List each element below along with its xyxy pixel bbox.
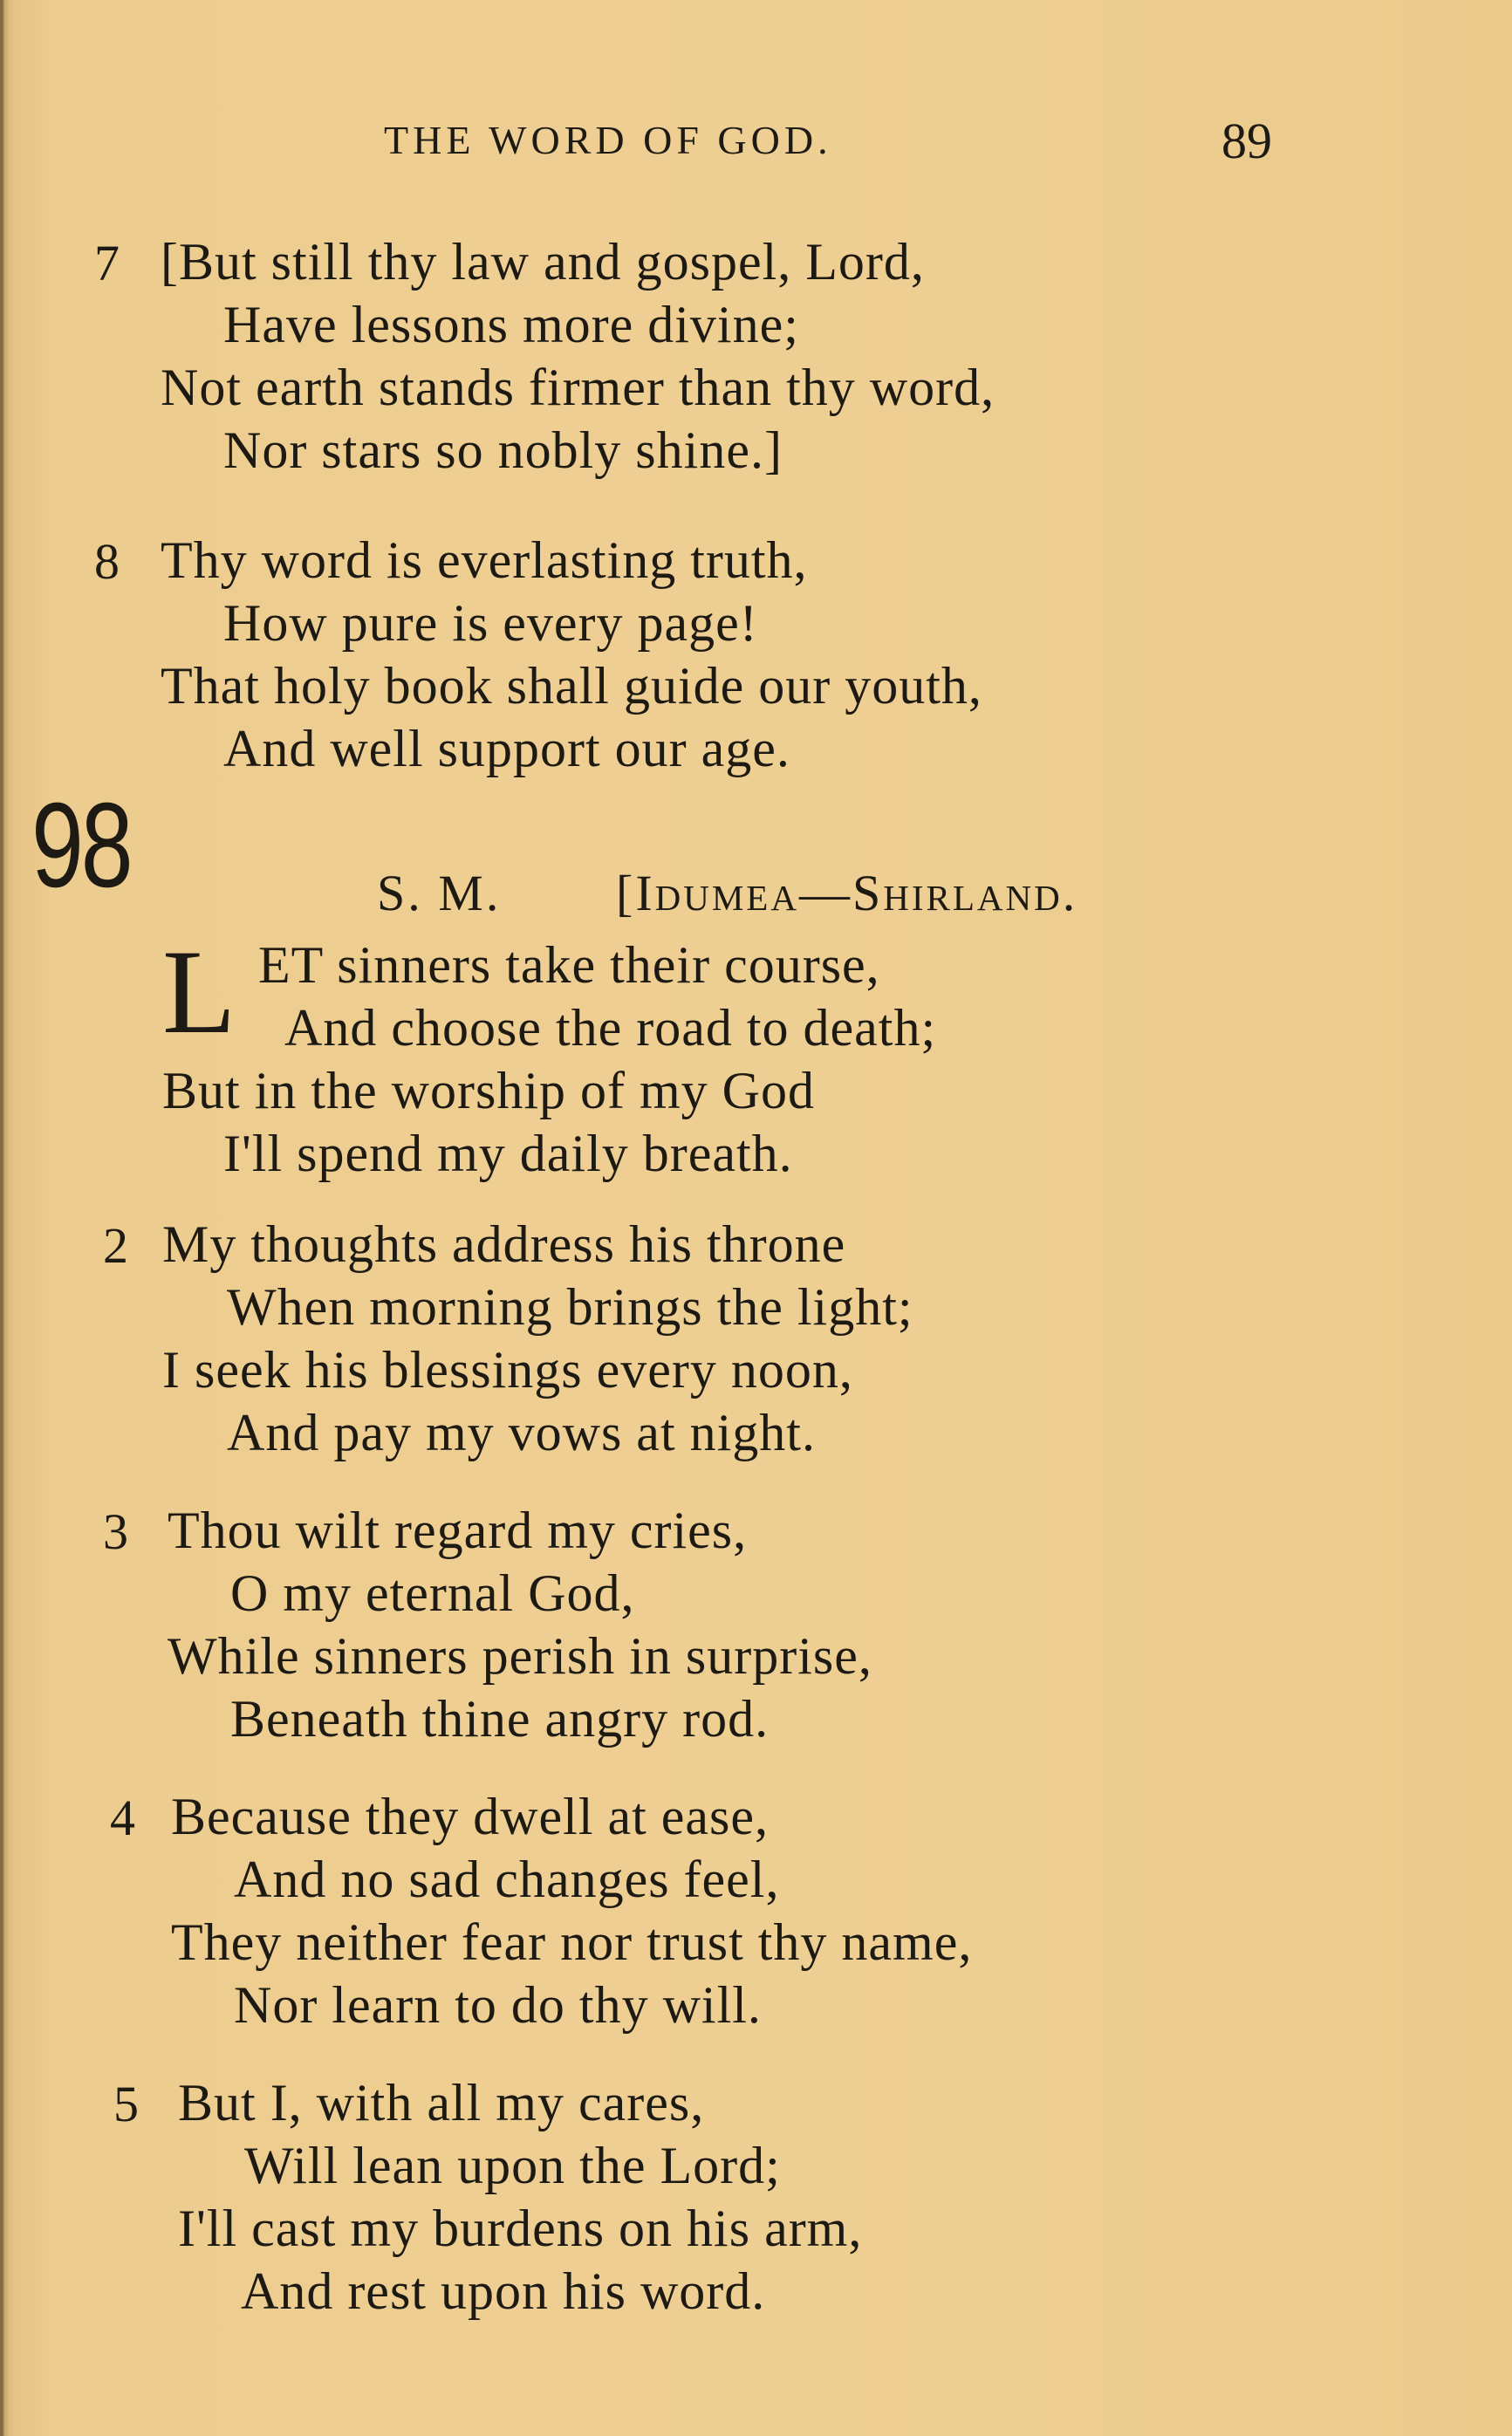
verse-line: When morning brings the light; (227, 1278, 913, 1336)
verse-line: I'll spend my daily breath. (223, 1125, 793, 1182)
verse-line: Beneath thine angry rod. (230, 1690, 770, 1748)
verse-line: [But still thy law and gospel, Lord, (161, 233, 925, 291)
verse-number: 2 (103, 1217, 128, 1274)
verse-line: And pay my vows at night. (227, 1404, 816, 1461)
verse-line: My thoughts address his throne (162, 1215, 846, 1273)
verse-line: Nor stars so nobly shine.] (223, 421, 783, 479)
verse-line: Because they dwell at ease, (171, 1788, 770, 1845)
verse-number: 5 (113, 2076, 139, 2132)
verse-line: Have lessons more divine; (223, 296, 799, 353)
verse-line: Will lean upon the Lord; (244, 2137, 781, 2194)
verse-line: But in the worship of my God (162, 1062, 815, 1119)
verse-line: How pure is every page! (223, 594, 758, 652)
verse-line: And rest upon his word. (241, 2262, 766, 2320)
verse-line: And choose the road to death; (284, 999, 937, 1057)
verse-line: They neither fear nor trust thy name, (171, 1913, 973, 1971)
verse-number: 4 (110, 1789, 135, 1846)
hymn-tune: [Idumea—Shirland. (616, 865, 1078, 921)
verse-number: 3 (103, 1503, 128, 1560)
hymn-number: 98 (31, 778, 131, 913)
verse-line: Not earth stands firmer than thy word, (161, 359, 995, 416)
verse-line: Thy word is everlasting truth, (161, 531, 808, 589)
verse-line: I'll cast my burdens on his arm, (178, 2200, 863, 2257)
verse-line: ET sinners take their course, (258, 936, 880, 994)
verse-line: But I, with all my cares, (178, 2074, 705, 2132)
verse-number: 8 (94, 533, 120, 590)
page-number: 89 (1221, 113, 1272, 169)
verse-line: Thou wilt regard my cries, (168, 1502, 748, 1559)
verse-number: 7 (94, 235, 120, 291)
verse-line: That holy book shall guide our youth, (161, 657, 982, 715)
verse-line: I seek his blessings every noon, (162, 1341, 853, 1399)
verse-line: Nor learn to do thy will. (234, 1976, 762, 2034)
verse-line: And no sad changes feel, (234, 1851, 780, 1908)
verse-line: While sinners perish in surprise, (168, 1627, 872, 1685)
drop-cap: L (162, 925, 236, 1058)
hymn-meter: S. M. (377, 865, 502, 921)
running-title: THE WORD OF GOD. (384, 118, 832, 162)
verse-line: And well support our age. (223, 720, 790, 777)
page-binding-edge (0, 0, 9, 2436)
verse-line: O my eternal God, (230, 1564, 635, 1622)
page-header (0, 112, 1512, 181)
